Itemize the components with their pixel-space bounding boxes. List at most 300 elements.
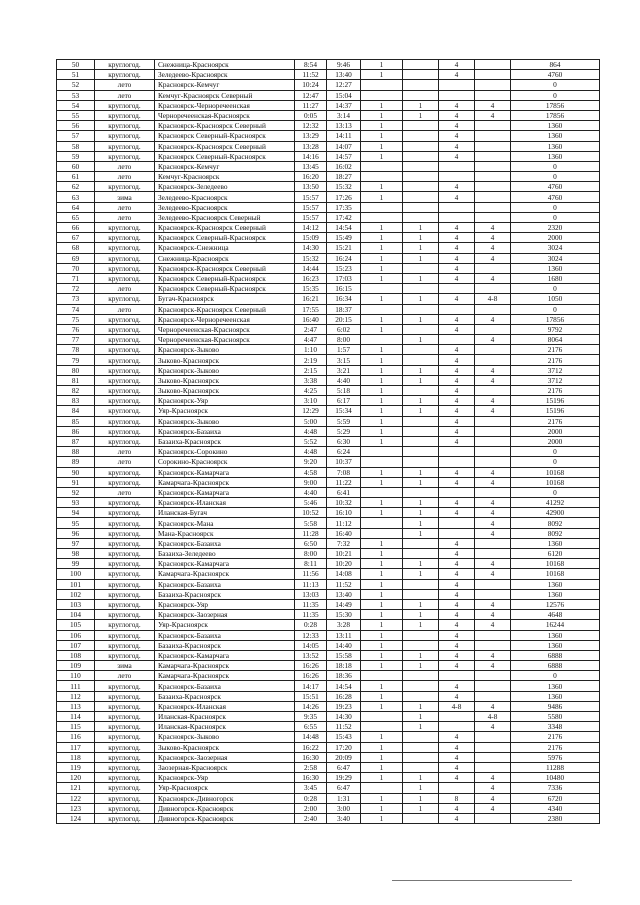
count-1: 1 (361, 467, 403, 477)
table-row (57, 345, 600, 355)
route-cell: Сорокино-Красноярск (155, 457, 295, 467)
season-cell: лето (95, 172, 155, 182)
row-number: 66 (57, 223, 95, 233)
arrival-time: 16:34 (327, 294, 361, 304)
route-cell: Камарчага-Красноярск (155, 477, 295, 487)
arrival-time: 5:29 (327, 426, 361, 436)
route-cell: Красноярск-Камарчага (155, 650, 295, 660)
count-3: 4 (439, 233, 475, 243)
total-cell: 10168 (511, 467, 600, 477)
season-cell: круглогод. (95, 518, 155, 528)
route-cell: Красноярск-Камарчага (155, 487, 295, 497)
route-cell: Зеледеево-Красноярск (155, 192, 295, 202)
row-number: 111 (57, 681, 95, 691)
arrival-time: 17:20 (327, 742, 361, 752)
season-cell: круглогод. (95, 579, 155, 589)
season-cell: круглогод. (95, 406, 155, 416)
departure-time: 4:25 (295, 386, 327, 396)
count-1: 1 (361, 355, 403, 365)
count-3 (439, 447, 475, 457)
count-4: 4 (475, 803, 511, 813)
total-cell: 9792 (511, 324, 600, 334)
arrival-time: 20:15 (327, 314, 361, 324)
route-cell: Дивногорск-Красноярск (155, 803, 295, 813)
count-1 (361, 722, 403, 732)
arrival-time: 13:11 (327, 630, 361, 640)
total-cell: 2000 (511, 233, 600, 243)
count-4 (475, 732, 511, 742)
departure-time: 15:57 (295, 192, 327, 202)
arrival-time: 15:32 (327, 182, 361, 192)
count-2 (403, 457, 439, 467)
total-cell: 2176 (511, 345, 600, 355)
count-3: 4 (439, 151, 475, 161)
row-number: 58 (57, 141, 95, 151)
season-cell: лето (95, 447, 155, 457)
table-row (57, 396, 600, 406)
route-cell: Иланская-Красноярск (155, 722, 295, 732)
season-cell: круглогод. (95, 681, 155, 691)
route-cell: Красноярск-Зыково (155, 416, 295, 426)
count-2: 1 (403, 803, 439, 813)
count-3: 4 (439, 610, 475, 620)
arrival-time: 6:17 (327, 396, 361, 406)
arrival-time: 8:00 (327, 335, 361, 345)
count-2: 1 (403, 661, 439, 671)
count-1: 1 (361, 640, 403, 650)
count-1 (361, 161, 403, 171)
route-cell: Зеледеево-Красноярск (155, 202, 295, 212)
count-3: 4 (439, 375, 475, 385)
route-cell: Красноярск-Красноярск Северный (155, 223, 295, 233)
departure-time: 16:26 (295, 671, 327, 681)
count-2: 1 (403, 110, 439, 120)
route-cell: Зеледеево-Красноярск Северный (155, 212, 295, 222)
row-number: 124 (57, 813, 95, 823)
table-row (57, 80, 600, 90)
season-cell: круглогод. (95, 722, 155, 732)
total-cell: 42900 (511, 508, 600, 518)
count-2: 1 (403, 528, 439, 538)
season-cell: круглогод. (95, 752, 155, 762)
departure-time: 14:44 (295, 263, 327, 273)
count-3: 4 (439, 436, 475, 446)
table-row (57, 569, 600, 579)
count-1: 1 (361, 324, 403, 334)
route-cell: Красноярск Северный-Красноярск (155, 273, 295, 283)
season-cell: круглогод. (95, 253, 155, 263)
row-number: 120 (57, 773, 95, 783)
count-2 (403, 691, 439, 701)
season-cell: круглогод. (95, 620, 155, 630)
departure-time: 2:47 (295, 324, 327, 334)
departure-time: 3:38 (295, 375, 327, 385)
route-cell: Красноярск-Красноярск Северный (155, 263, 295, 273)
count-3 (439, 172, 475, 182)
count-1: 1 (361, 508, 403, 518)
departure-time: 4:48 (295, 426, 327, 436)
route-cell: Уяр-Красноярск (155, 620, 295, 630)
total-cell: 0 (511, 447, 600, 457)
count-2 (403, 549, 439, 559)
table-row (57, 803, 600, 813)
count-1 (361, 783, 403, 793)
departure-time: 12:33 (295, 630, 327, 640)
count-4 (475, 324, 511, 334)
departure-time: 16:21 (295, 294, 327, 304)
count-1: 1 (361, 345, 403, 355)
table-row (57, 223, 600, 233)
arrival-time: 10:21 (327, 549, 361, 559)
count-3 (439, 518, 475, 528)
season-cell: круглогод. (95, 365, 155, 375)
count-1: 1 (361, 396, 403, 406)
season-cell: круглогод. (95, 182, 155, 192)
count-4: 4 (475, 335, 511, 345)
row-number: 89 (57, 457, 95, 467)
count-1 (361, 671, 403, 681)
season-cell: круглогод. (95, 151, 155, 161)
arrival-time: 16:40 (327, 528, 361, 538)
arrival-time: 14:54 (327, 681, 361, 691)
departure-time: 14:30 (295, 243, 327, 253)
route-cell: Камарчага-Красноярск (155, 569, 295, 579)
count-4: 4 (475, 722, 511, 732)
arrival-time: 18:27 (327, 172, 361, 182)
departure-time: 11:27 (295, 100, 327, 110)
count-1: 1 (361, 436, 403, 446)
count-1: 1 (361, 793, 403, 803)
table-row (57, 793, 600, 803)
season-cell: лето (95, 304, 155, 314)
season-cell: круглогод. (95, 355, 155, 365)
total-cell: 6888 (511, 661, 600, 671)
total-cell: 2176 (511, 742, 600, 752)
count-3: 4 (439, 263, 475, 273)
count-2 (403, 192, 439, 202)
arrival-time: 16:15 (327, 284, 361, 294)
table-row (57, 762, 600, 772)
count-1: 1 (361, 223, 403, 233)
count-1 (361, 528, 403, 538)
table-row (57, 294, 600, 304)
departure-time: 3:45 (295, 783, 327, 793)
route-cell: Снежница-Красноярск (155, 253, 295, 263)
route-cell: Зыково-Красноярск (155, 355, 295, 365)
table-row (57, 243, 600, 253)
arrival-time: 15:30 (327, 610, 361, 620)
departure-time: 14:48 (295, 732, 327, 742)
season-cell: круглогод. (95, 650, 155, 660)
table-row (57, 172, 600, 182)
table-row (57, 712, 600, 722)
table-row (57, 813, 600, 823)
count-4: 4 (475, 233, 511, 243)
count-1: 1 (361, 60, 403, 70)
count-1: 1 (361, 549, 403, 559)
arrival-time: 15:58 (327, 650, 361, 660)
total-cell: 1360 (511, 681, 600, 691)
season-cell: круглогод. (95, 223, 155, 233)
total-cell: 0 (511, 457, 600, 467)
count-2: 1 (403, 569, 439, 579)
season-cell: круглогод. (95, 324, 155, 334)
count-4: 4 (475, 559, 511, 569)
count-3: 4 (439, 141, 475, 151)
arrival-time: 5:18 (327, 386, 361, 396)
route-cell: Красноярск-Базаиха (155, 579, 295, 589)
table-row (57, 202, 600, 212)
arrival-time: 3:15 (327, 355, 361, 365)
count-4 (475, 161, 511, 171)
season-cell: круглогод. (95, 783, 155, 793)
total-cell: 8064 (511, 335, 600, 345)
row-number: 98 (57, 549, 95, 559)
season-cell: лето (95, 212, 155, 222)
departure-time: 11:13 (295, 579, 327, 589)
count-3: 4 (439, 365, 475, 375)
row-number: 105 (57, 620, 95, 630)
departure-time: 16:30 (295, 752, 327, 762)
count-4 (475, 762, 511, 772)
count-4 (475, 691, 511, 701)
table-row (57, 60, 600, 70)
table-row (57, 192, 600, 202)
count-1: 1 (361, 141, 403, 151)
table-row (57, 640, 600, 650)
row-number: 97 (57, 538, 95, 548)
total-cell: 1360 (511, 630, 600, 640)
count-3: 4 (439, 752, 475, 762)
departure-time: 5:58 (295, 518, 327, 528)
departure-time: 12:29 (295, 406, 327, 416)
count-4: 4 (475, 467, 511, 477)
count-4: 4 (475, 793, 511, 803)
arrival-time: 14:30 (327, 712, 361, 722)
count-1: 1 (361, 559, 403, 569)
count-1: 1 (361, 243, 403, 253)
count-1: 1 (361, 691, 403, 701)
row-number: 81 (57, 375, 95, 385)
table-row (57, 650, 600, 660)
route-cell: Красноярск-Иланская (155, 498, 295, 508)
route-cell: Базаиха-Красноярск (155, 640, 295, 650)
count-2 (403, 90, 439, 100)
count-4: 4 (475, 518, 511, 528)
season-cell: круглогод. (95, 803, 155, 813)
season-cell: лето (95, 161, 155, 171)
count-4: 4 (475, 273, 511, 283)
count-2 (403, 589, 439, 599)
count-2 (403, 172, 439, 182)
season-cell: круглогод. (95, 498, 155, 508)
count-3: 4 (439, 416, 475, 426)
arrival-time: 14:37 (327, 100, 361, 110)
count-4 (475, 752, 511, 762)
count-1 (361, 304, 403, 314)
count-1: 1 (361, 813, 403, 823)
route-cell: Красноярск-Камарчага (155, 559, 295, 569)
table-row (57, 559, 600, 569)
arrival-time: 7:32 (327, 538, 361, 548)
departure-time: 5:46 (295, 498, 327, 508)
count-2: 1 (403, 508, 439, 518)
departure-time: 15:51 (295, 691, 327, 701)
table-row (57, 273, 600, 283)
row-number: 104 (57, 610, 95, 620)
count-2: 1 (403, 599, 439, 609)
count-1: 1 (361, 182, 403, 192)
total-cell: 1360 (511, 538, 600, 548)
route-cell: Заозерная-Красноярск (155, 762, 295, 772)
arrival-time: 3:21 (327, 365, 361, 375)
total-cell: 15196 (511, 406, 600, 416)
total-cell: 5580 (511, 712, 600, 722)
route-cell: Черноречеенская-Красноярск (155, 324, 295, 334)
season-cell: круглогод. (95, 386, 155, 396)
count-2: 1 (403, 100, 439, 110)
route-cell: Красноярск-Мана (155, 518, 295, 528)
table-row (57, 406, 600, 416)
count-2 (403, 161, 439, 171)
row-number: 84 (57, 406, 95, 416)
count-2 (403, 416, 439, 426)
count-2 (403, 426, 439, 436)
departure-time: 11:52 (295, 70, 327, 80)
count-4 (475, 386, 511, 396)
departure-time: 17:55 (295, 304, 327, 314)
count-2: 1 (403, 396, 439, 406)
arrival-time: 16:02 (327, 161, 361, 171)
count-3: 4 (439, 324, 475, 334)
row-number: 95 (57, 518, 95, 528)
departure-time: 15:32 (295, 253, 327, 263)
count-1 (361, 172, 403, 182)
arrival-time: 17:42 (327, 212, 361, 222)
count-3 (439, 671, 475, 681)
total-cell: 1360 (511, 579, 600, 589)
route-cell: Бугач-Красноярск (155, 294, 295, 304)
count-4: 4 (475, 314, 511, 324)
count-4 (475, 589, 511, 599)
count-1: 1 (361, 762, 403, 772)
table-row (57, 661, 600, 671)
count-1: 1 (361, 620, 403, 630)
row-number: 78 (57, 345, 95, 355)
row-number: 116 (57, 732, 95, 742)
total-cell: 0 (511, 212, 600, 222)
count-2: 1 (403, 467, 439, 477)
departure-time: 11:28 (295, 528, 327, 538)
arrival-time: 14:11 (327, 131, 361, 141)
total-cell: 0 (511, 161, 600, 171)
route-cell: Красноярск-Красноярск Северный (155, 141, 295, 151)
route-cell: Дивногорск-Красноярск (155, 813, 295, 823)
total-cell: 10168 (511, 559, 600, 569)
arrival-time: 14:40 (327, 640, 361, 650)
count-2 (403, 630, 439, 640)
route-cell: Красноярск-Кемчуг (155, 80, 295, 90)
count-2 (403, 742, 439, 752)
count-2: 1 (403, 701, 439, 711)
table-row (57, 487, 600, 497)
total-cell: 1360 (511, 640, 600, 650)
count-3: 4 (439, 691, 475, 701)
count-1: 1 (361, 314, 403, 324)
arrival-time: 11:12 (327, 518, 361, 528)
route-cell: Красноярск-Черноречеенская (155, 100, 295, 110)
count-2 (403, 355, 439, 365)
arrival-time: 15:49 (327, 233, 361, 243)
count-1: 1 (361, 121, 403, 131)
season-cell: круглогод. (95, 640, 155, 650)
departure-time: 11:35 (295, 610, 327, 620)
row-number: 108 (57, 650, 95, 660)
count-1: 1 (361, 151, 403, 161)
count-2: 1 (403, 620, 439, 630)
season-cell: лето (95, 284, 155, 294)
count-4: 4 (475, 100, 511, 110)
count-4 (475, 549, 511, 559)
table-row (57, 70, 600, 80)
total-cell: 3712 (511, 365, 600, 375)
count-3: 4 (439, 508, 475, 518)
count-4 (475, 284, 511, 294)
arrival-time: 16:24 (327, 253, 361, 263)
arrival-time: 13:40 (327, 589, 361, 599)
arrival-time: 11:52 (327, 722, 361, 732)
row-number: 54 (57, 100, 95, 110)
season-cell: круглогод. (95, 426, 155, 436)
count-3: 4 (439, 131, 475, 141)
table-row (57, 671, 600, 681)
count-1: 1 (361, 569, 403, 579)
arrival-time: 16:10 (327, 508, 361, 518)
route-cell: Красноярск Северный-Красноярск (155, 284, 295, 294)
count-4: 4 (475, 223, 511, 233)
row-number: 91 (57, 477, 95, 487)
count-2: 1 (403, 314, 439, 324)
count-3: 4 (439, 762, 475, 772)
season-cell: круглогод. (95, 793, 155, 803)
total-cell: 3712 (511, 375, 600, 385)
table-row (57, 110, 600, 120)
count-3: 4 (439, 314, 475, 324)
season-cell: круглогод. (95, 60, 155, 70)
route-cell: Красноярск-Базаиха (155, 681, 295, 691)
total-cell: 6720 (511, 793, 600, 803)
arrival-time: 3:40 (327, 813, 361, 823)
count-1 (361, 518, 403, 528)
departure-time: 13:28 (295, 141, 327, 151)
table-row (57, 467, 600, 477)
arrival-time: 10:20 (327, 559, 361, 569)
count-3: 4 (439, 253, 475, 263)
count-3: 4 (439, 182, 475, 192)
count-1: 1 (361, 416, 403, 426)
arrival-time: 6:02 (327, 324, 361, 334)
total-cell: 17856 (511, 314, 600, 324)
count-3: 4 (439, 620, 475, 630)
season-cell: лето (95, 202, 155, 212)
footer-rule (392, 880, 572, 881)
season-cell: круглогод. (95, 549, 155, 559)
departure-time: 6:50 (295, 538, 327, 548)
count-2 (403, 436, 439, 446)
count-1: 1 (361, 599, 403, 609)
departure-time: 14:05 (295, 640, 327, 650)
departure-time: 12:47 (295, 90, 327, 100)
